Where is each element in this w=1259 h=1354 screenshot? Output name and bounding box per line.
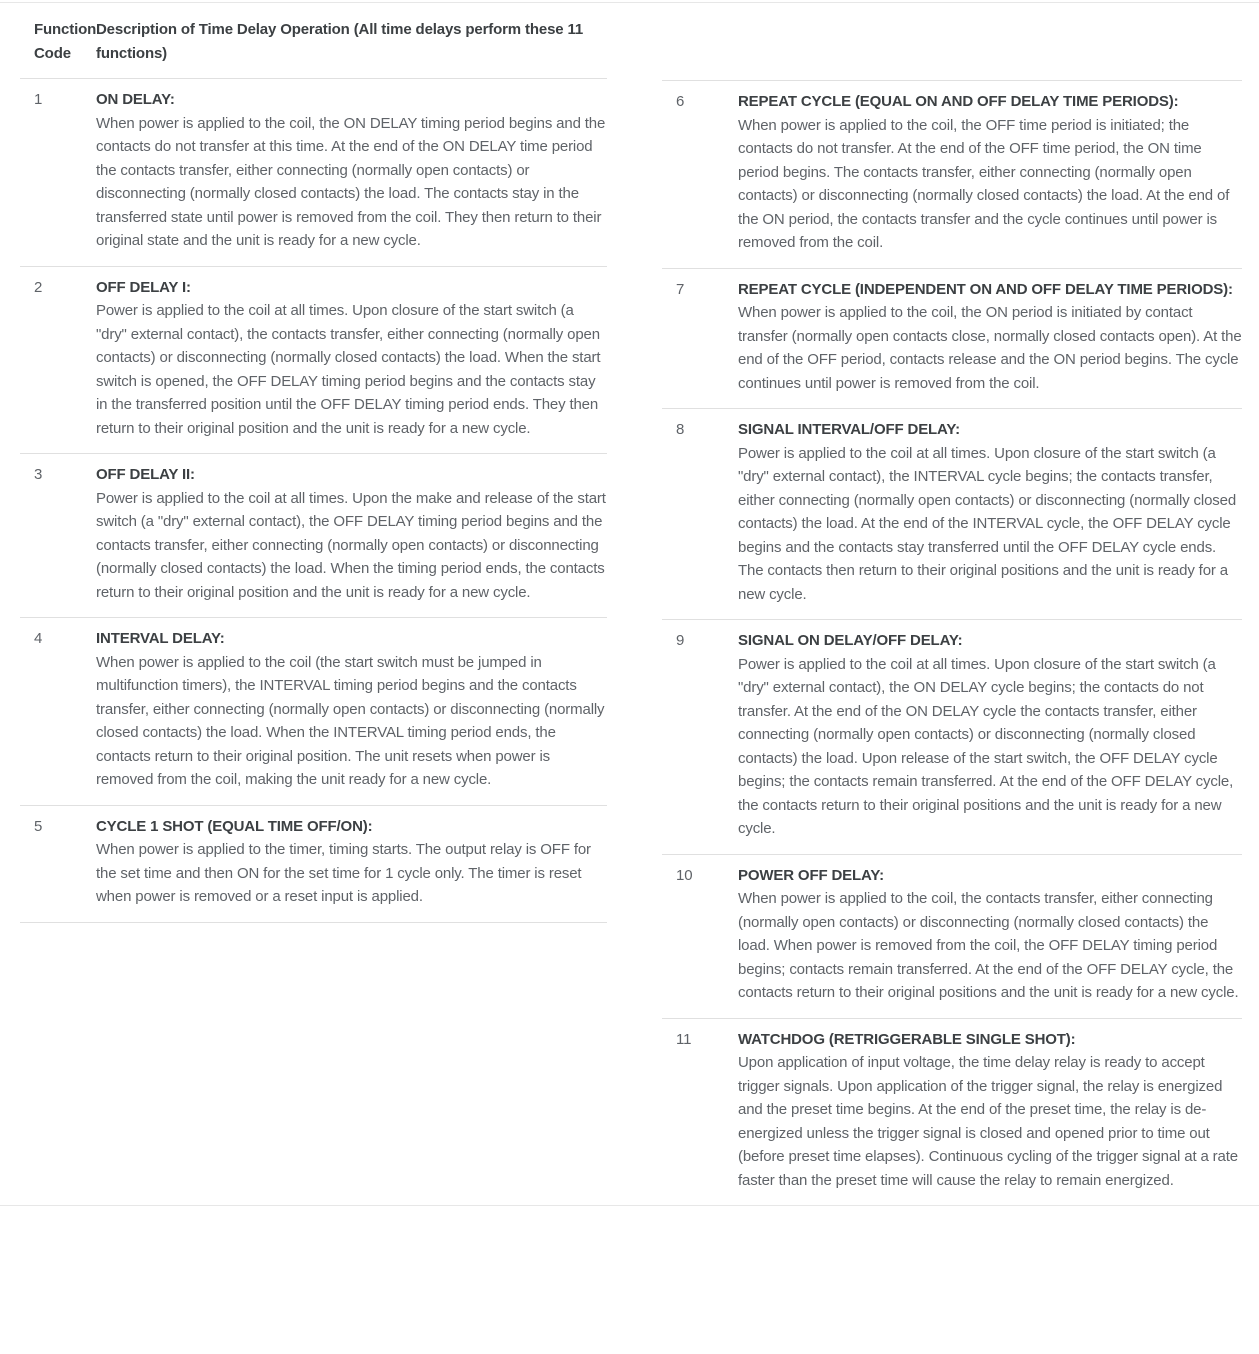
table-row [662, 409, 1242, 620]
function-description: Power is applied to the coil at all times. Upon the make and release of the start switch (a "dry" external contact), the OFF DELAY timing period begins and the contacts transfer, either connecting (normally open contacts) or disconnecting (normally closed contacts) the load. When the timing period ends, the contacts return to their original position and the unit is ready for a new cycle. [96, 489, 606, 601]
left-column [20, 3, 607, 923]
function-code: 2 [34, 278, 43, 296]
function-code-table [0, 2, 1259, 1206]
function-description: Power is applied to the coil at all times. Upon closure of the start switch (a "dry" external contact), the contacts transfer, either connecting (normally open contacts) or disconnecting (normally closed contacts) the load. When the start switch is opened, the OFF DELAY timing period begins and the contacts stay in the transferred position until the OFF DELAY timing period ends. They then return to their original position and the unit is ready for a new cycle. [96, 302, 601, 437]
table-row [662, 1019, 1242, 1206]
function-title: REPEAT CYCLE (EQUAL ON AND OFF DELAY TIME PERIODS): [738, 93, 1179, 110]
table-row [20, 618, 607, 806]
right-column [662, 3, 1242, 1205]
header-description: Description of Time Delay Operation (All time delays perform these 11 functions) [96, 21, 584, 62]
table-row [662, 855, 1242, 1019]
function-description: When power is applied to the timer, timing starts. The output relay is OFF for the set time and then ON for the set time for 1 cycle only. The timer is reset when power is removed or a reset input is applied. [96, 841, 591, 905]
function-title: SIGNAL INTERVAL/OFF DELAY: [738, 421, 960, 438]
table-row [20, 806, 607, 923]
table-columns [0, 3, 1259, 1205]
function-title: OFF DELAY II: [96, 466, 195, 483]
function-title: POWER OFF DELAY: [738, 866, 884, 884]
function-code: 7 [676, 280, 685, 298]
function-title: SIGNAL ON DELAY/OFF DELAY: [738, 632, 963, 649]
function-description: When power is applied to the coil, the contacts transfer, either connecting (normally open contacts) or disconnecting (normally closed contacts) the load. When power is removed from the coil, the OFF DELAY timing period begins; contacts remain transferred. At the end of the OFF DELAY cycle, the contacts return to their original positions and the unit is ready for a new cycle. [738, 890, 1239, 1001]
function-code: 4 [34, 630, 43, 647]
function-title: OFF DELAY I: [96, 278, 191, 296]
function-description: Power is applied to the coil at all times. Upon closure of the start switch (a "dry" external contact), the INTERVAL cycle begins; the contacts transfer, either connecting (normally open contacts) or disconnecting (normally closed contacts) the load. At the end of the INTERVAL cycle, the OFF DELAY cycle begins and the contacts stay transferred until the OFF DELAY cycle ends. The contacts then return to their original positions and the unit is ready for a new cycle. [738, 444, 1237, 603]
table-row [20, 79, 607, 267]
function-code: 10 [676, 866, 693, 884]
function-title: REPEAT CYCLE (INDEPENDENT ON AND OFF DELAY TIME PERIODS): [738, 280, 1233, 298]
function-code: 6 [676, 93, 685, 110]
table-row [20, 267, 607, 455]
function-description: When power is applied to the coil (the start switch must be jumped in multifunction timers), the INTERVAL timing period begins and the contacts transfer, either connecting (normally open contacts) or disconnecting (normally closed contacts) the load. When the INTERVAL timing period ends, the contacts return to their original position. The unit resets when power is removed from the coil, making the unit ready for a new cycle. [96, 653, 605, 788]
function-description: When power is applied to the coil, the ON DELAY timing period begins and the contacts do not transfer at this time. At the end of the ON DELAY time period the contacts transfer, either connecting (normally open contacts) or disconnecting (normally closed contacts) the load. The contacts stay in the transferred state until power is removed from the coil. They then return to their original state and the unit is ready for a new cycle. [96, 114, 606, 249]
function-title: CYCLE 1 SHOT (EQUAL TIME OFF/ON): [96, 817, 373, 835]
function-code: 1 [34, 91, 43, 108]
function-description: When power is applied to the coil, the ON period is initiated by contact transfer (normally open contacts close, normally closed contacts open). At the end of the OFF period, contacts release and the ON period begins. The cycle continues until power is removed from the coil. [738, 304, 1242, 392]
function-code: 3 [34, 466, 43, 483]
function-code: 5 [34, 817, 43, 835]
function-code: 8 [676, 421, 685, 438]
function-code: 11 [676, 1030, 692, 1048]
function-title: WATCHDOG (RETRIGGERABLE SINGLE SHOT): [738, 1030, 1076, 1048]
table-row [662, 269, 1242, 410]
function-description: Upon application of input voltage, the time delay relay is ready to accept trigger signals. Upon application of the trigger signal, the relay is energized and the preset time begins. At the end of the preset time, the relay is de-energized unless the trigger signal is closed and opened prior to time out (before preset time elapses). Continuous cycling of the trigger signal at a rate faster than the preset time will cause the relay to remain energized. [738, 1054, 1238, 1189]
table-row [20, 454, 607, 618]
header-spacer [662, 3, 1242, 81]
table-row [662, 81, 1242, 269]
function-description: Power is applied to the coil at all times. Upon closure of the start switch (a "dry" external contact), the ON DELAY cycle begins; the contacts do not transfer. At the end of the ON DELAY cycle the contacts transfer, either connecting (normally open contacts) or disconnecting (normally closed contacts) the load. Upon release of the start switch, the OFF DELAY cycle begins; the contacts remain transferred. At the end of the OFF DELAY cycle, the contacts return to their original positions and the unit is ready for a new cycle. [738, 655, 1234, 837]
table-header [20, 3, 607, 79]
table-row [662, 620, 1242, 855]
function-code: 9 [676, 632, 685, 649]
function-title: ON DELAY: [96, 91, 175, 108]
function-title: INTERVAL DELAY: [96, 630, 225, 647]
function-description: When power is applied to the coil, the OFF time period is initiated; the contacts do not transfer. At the end of the OFF time period, the ON time period begins. The contacts transfer, either connecting (normally open contacts) or disconnecting (normally closed contacts) the load. At the end of the ON period, the contacts transfer and the cycle continues until power is removed from the coil. [738, 116, 1230, 251]
header-function-code: Function Code [34, 21, 97, 62]
